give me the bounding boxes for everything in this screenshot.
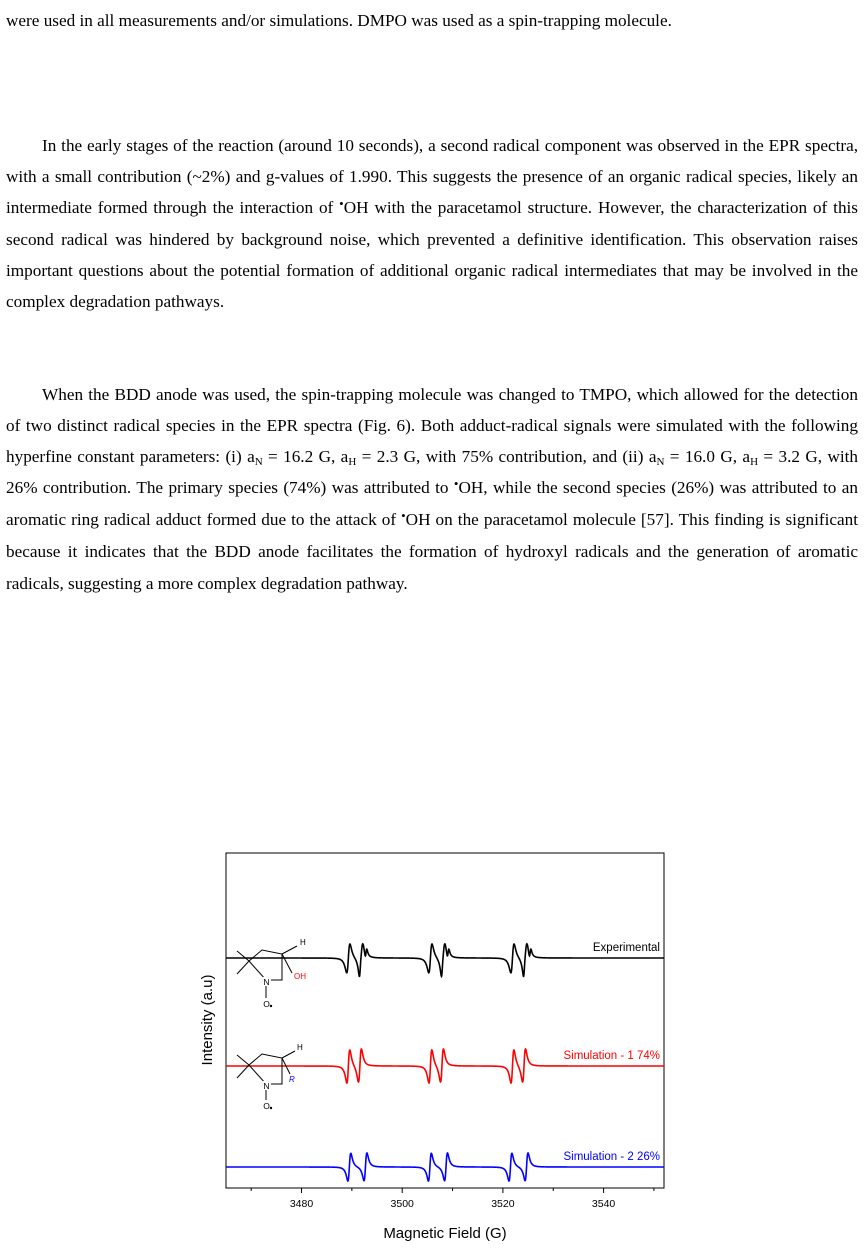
hydroxyl-radical: OH [458,478,484,498]
subscript-h: H [348,456,357,469]
paragraph-1-text-a: In the early stages of the reaction (around 10 seconds), a second radical component was observed in the EPR spectra, with a small contribution (~2%) and g-values of 1.990. This suggests the presence of an organic radical species, likely an intermediate formed through the interaction of [6,136,858,218]
o-atom-label: O [263,1101,270,1111]
paragraph-2-text-c: = 2.3 G, with 75% contribution, and (ii) a [356,447,657,467]
hydroxyl-radical: OH [343,198,369,218]
series-label-1: Experimental [592,942,660,954]
paragraph-2-text-a: When the BDD anode was used, the spin-trapping molecule was changed to TMPO, which allowed for the detection of two distinct radical species in the EPR spectra (Fig. 6). Both adduct-radical signals were simulated with the following hyperfine constant parameters: (i) a [6,385,858,467]
subscript-n: N [656,456,665,469]
x-axis-ticks [251,1188,654,1210]
o-atom-label: O [263,999,270,1009]
r-group-label: R [289,1075,295,1084]
oh-group-label: OH [294,972,306,981]
subscript-h: H [750,456,759,469]
radical-dot: • [401,508,406,524]
epr-chart [190,850,670,1246]
radical-dot-mark [270,1107,272,1109]
n-atom-label: N [263,977,270,987]
subscript-n: N [254,456,263,469]
epr-figure [190,850,670,1246]
x-tick-label: 3540 [591,1198,616,1210]
paragraph-2-text-e: = 3.2 G, with 26% contribution. The primary species (74%) was attributed to [6,447,859,498]
y-axis-label: Intensity (a.u) [199,974,216,1066]
plot-frame [226,853,664,1188]
radical-dot-mark [270,1005,272,1007]
paragraph-1 [6,130,858,318]
x-tick-label: 3500 [390,1198,414,1210]
radical-dot: • [339,196,344,212]
series-label-3: Simulation - 2 26% [563,1151,660,1163]
paragraph-2 [6,379,858,599]
paragraph-0-text: were used in all measurements and/or simulations. DMPO was used as a spin-trapping molecule. [6,11,672,30]
h-atom-label: H [297,1043,303,1052]
n-atom-label: N [263,1081,270,1091]
paragraph-2-text-f: , while the second species (26%) was attributed to an aromatic ring radical adduct formed due to the attack of [6,478,858,530]
series-label-2: Simulation - 1 74% [563,1050,660,1062]
h-atom-label: H [300,938,306,947]
paragraph-2-text-g: on the paracetamol molecule [57]. This finding is significant because it indicates that the BDD anode facilitates the formation of hydroxyl radicals and the generation of aromatic radicals, suggesting a more complex degradation pathway. [6,510,858,593]
paragraph-2-text-d: = 16.0 G, a [664,447,751,467]
x-tick-label: 3480 [289,1198,314,1210]
paragraph-1-text-b: with the paracetamol structure. However, the characterization of this second radical was hindered by background noise, which prevented a definitive identification. This observation raises important questions about the potential formation of additional organic radical intermediates that may be involved in the complex degradation pathways. [6,198,858,312]
paragraph-2-text-b: = 16.2 G, a [262,447,349,467]
x-axis-label: Magnetic Field (G) [383,1225,507,1242]
paragraph-0 [6,5,858,36]
hydroxyl-radical: OH [405,510,431,530]
radical-dot: • [453,476,459,492]
x-tick-label: 3520 [491,1198,515,1210]
